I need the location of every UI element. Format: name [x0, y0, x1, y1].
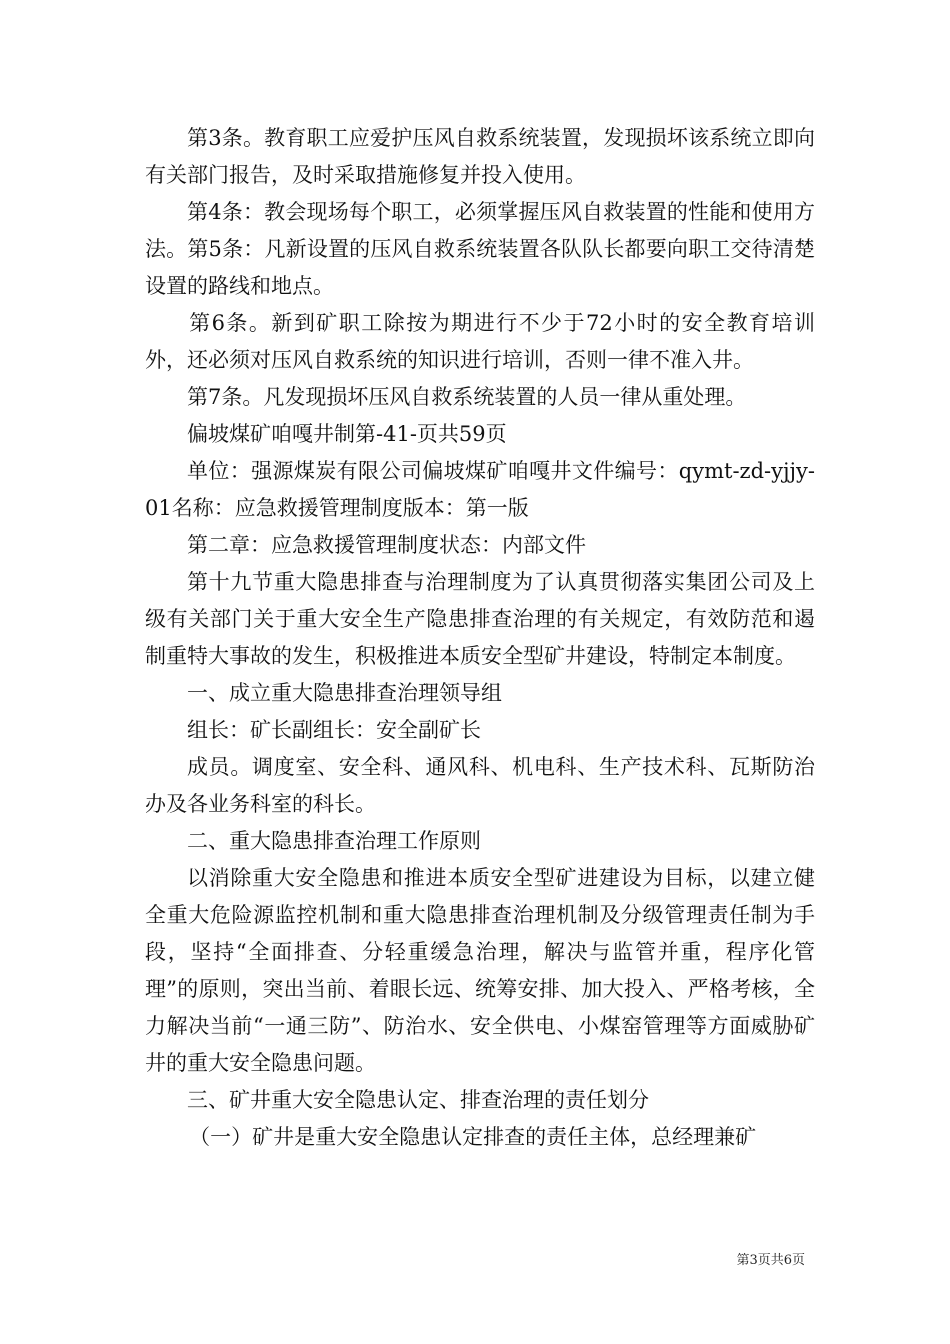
- page-number: 第3页共6页: [736, 1253, 805, 1268]
- paragraph-article-6: 第6条。新到矿职工除按为期进行不少于72小时的安全教育培训外，还必须对压风自救系统的知识进行培训，否则一律不准入井。: [145, 311, 815, 372]
- paragraph-article-3: 第3条。教育职工应爱护压风自救系统装置，发现损坏该系统立即向有关部门报告，及时采取措施修复并投入使用。: [145, 126, 815, 187]
- paragraph-heading-2: 二、重大隐患排查治理工作原则: [187, 829, 481, 853]
- paragraph-members: 成员。调度室、安全科、通风科、机电科、生产技术科、瓦斯防治办及各业务科室的科长。: [145, 755, 815, 816]
- paragraph-heading-1: 一、成立重大隐患排查治理领导组: [187, 681, 502, 705]
- document-body: [145, 120, 815, 1156]
- paragraph-leaders: 组长：矿长副组长：安全副矿长: [187, 718, 481, 742]
- paragraph-unit-info: 单位：强源煤炭有限公司偏坡煤矿咱嘎井文件编号：qymt-zd-yjjy-01名称：应急救援管理制度版本：第一版: [145, 459, 815, 520]
- paragraph-article-4-5: 第4条：教会现场每个职工，必须掌握压风自救装置的性能和使用方法。第5条：凡新设置的压风自救系统装置各队队长都要向职工交待清楚设置的路线和地点。: [145, 200, 815, 298]
- paragraph-page-ref: 偏坡煤矿咱嘎井制第-41-页共59页: [187, 422, 507, 446]
- paragraph-heading-3: 三、矿井重大安全隐患认定、排查治理的责任划分: [187, 1088, 649, 1112]
- paragraph-section-19: 第十九节重大隐患排查与治理制度为了认真贯彻落实集团公司及上级有关部门关于重大安全生产隐患排查治理的有关规定，有效防范和遏制重特大事故的发生，积极推进本质安全型矿井建设，特制定本制度。: [145, 570, 815, 668]
- paragraph-principles: 以消除重大安全隐患和推进本质安全型矿进建设为目标，以建立健全重大危险源监控机制和重大隐患排查治理机制及分级管理责任制为手段，坚持“全面排查、分轻重缓急治理，解决与监管并重，程序化管理”的原则，突出当前、着眼长远、统筹安排、加大投入、严格考核，全力解决当前“一通三防”、防治水、安全供电、小煤窑管理等方面威胁矿井的重大安全隐患问题。: [145, 866, 815, 1075]
- paragraph-chapter-status: 第二章：应急救援管理制度状态：内部文件: [187, 533, 586, 557]
- paragraph-article-7: 第7条。凡发现损坏压风自救系统装置的人员一律从重处理。: [187, 385, 747, 409]
- paragraph-item-1: （一）矿井是重大安全隐患认定排查的责任主体，总经理兼矿: [189, 1125, 757, 1149]
